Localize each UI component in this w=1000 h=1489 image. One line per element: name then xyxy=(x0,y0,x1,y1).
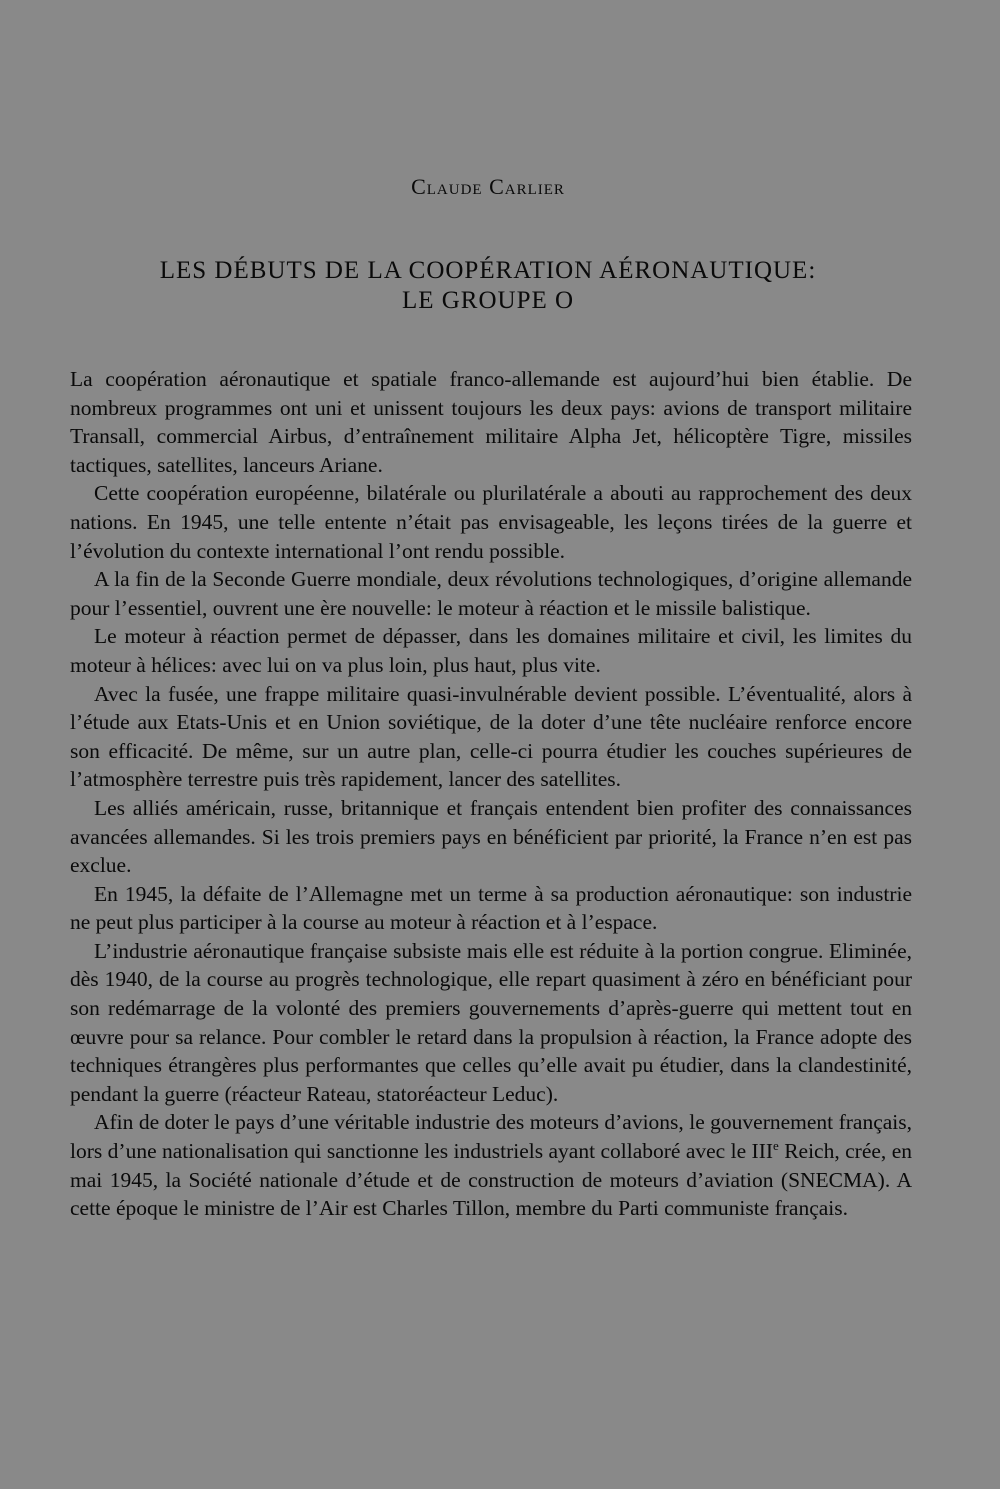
paragraph: L’industrie aéronautique française subsiste mais elle est réduite à la portion congrue. Eliminée, dès 1940, de la course au progrès technologique, elle repart quasiment à zéro en bénéficiant pour son redémarrage de la volonté des premiers gouvernements d’après-guerre qui mettent tout en œuvre pour sa relance. Pour combler le retard dans la propulsion à réaction, la France adopte des techniques étrangères plus performantes que celles qu’elle avait pu étudier, dans la clandestinité, pendant la guerre (réacteur Rateau, statoréacteur Leduc). xyxy=(70,938,912,1106)
paragraph: Avec la fusée, une frappe militaire quasi-invulnérable devient possible. L’éventualité, alors à l’étude aux Etats-Unis et en Union soviétique, de la doter d’une tête nucléaire renforce encore son efficacité. De même, sur un autre plan, celle-ci pourra étudier les couches supérieures de l’atmosphère terrestre puis très rapidement, lancer des satellites. xyxy=(70,681,912,792)
author-name: Claude Carlier xyxy=(411,174,565,199)
paragraph: Cette coopération européenne, bilatérale ou plurilatérale a abouti au rapprochement des deux nations. En 1945, une telle entente n’était pas envisageable, les leçons tirées de la guerre et l’évolution du contexte international l’ont rendu possible. xyxy=(70,481,912,563)
paragraph-text: Afin de doter le pays d’une véritable industrie des moteurs d’avions, le gouvernement français, lors d’une nationalisation qui sanctionne les industriels ayant collaboré avec le III xyxy=(70,1110,912,1164)
superscript: e xyxy=(773,1137,779,1153)
article-title xyxy=(0,256,976,316)
title-line-1: LES DÉBUTS DE LA COOPÉRATION AÉRONAUTIQUE: xyxy=(159,257,817,284)
paragraph-text: Reich, crée, en mai 1945, la Société nationale d’étude et de construction de moteurs d’aviation (SNECMA). A cette époque le ministre de l’Air est Charles Tillon, membre du Parti communiste français. xyxy=(70,1139,912,1221)
title-line-2: LE GROUPE O xyxy=(401,287,575,314)
paragraph xyxy=(70,1108,912,1222)
paragraph: Les alliés américain, russe, britannique et français entendent bien profiter des connaissances avancées allemandes. Si les trois premiers pays en bénéficient par priorité, la France n’en est pas exclue. xyxy=(70,795,912,878)
paragraph: A la fin de la Seconde Guerre mondiale, deux révolutions technologiques, d’origine allemande pour l’essentiel, ouvrent une ère nouvelle: le moteur à réaction et le missile balistique. xyxy=(70,567,912,620)
paragraph: En 1945, la défaite de l’Allemagne met un terme à sa production aéronautique: son industrie ne peut plus participer à la course au moteur à réaction et à l’espace. xyxy=(70,881,912,935)
article-body xyxy=(70,365,912,1223)
paragraph: Le moteur à réaction permet de dépasser, dans les domaines militaire et civil, les limites du moteur à hélices: avec lui on va plus loin, plus haut, plus vite. xyxy=(70,624,912,677)
paragraph: La coopération aéronautique et spatiale franco-allemande est aujourd’hui bien établie. De nombreux programmes ont uni et unissent toujours les deux pays: avions de transport militaire Transall, commercial Airbus, d’entraînement militaire Alpha Jet, hélicoptère Tigre, missiles tactiques, satellites, lanceurs Ariane. xyxy=(70,367,912,477)
